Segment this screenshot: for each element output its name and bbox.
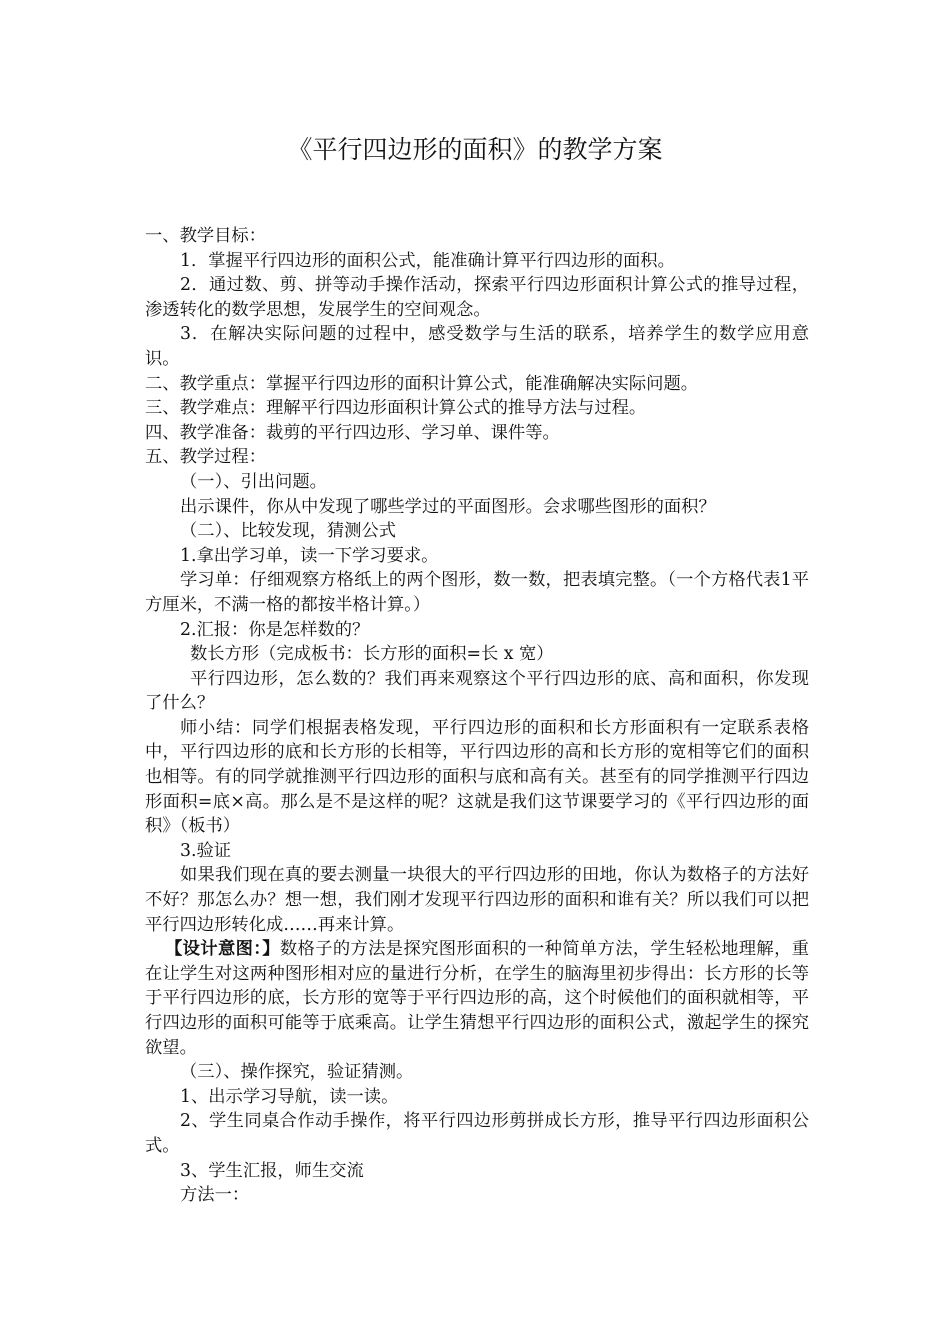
- paragraph: 平行四边形，怎么数的？我们再来观察这个平行四边形的底、高和面积，你发现了什么？: [145, 668, 809, 714]
- paragraph: 3.验证: [180, 840, 232, 861]
- paragraph: 1.拿出学习单，读一下学习要求。: [180, 545, 439, 566]
- paragraph: 3、学生汇报，师生交流: [180, 1160, 364, 1181]
- paragraph: 五、教学过程：: [145, 447, 266, 468]
- paragraph: 出示课件，你从中发现了哪些学过的平面图形。会求哪些图形的面积？: [180, 496, 716, 517]
- paragraph: 学习单：仔细观察方格纸上的两个图形，数一数，把表填完整。（一个方格代表1平方厘米，不满一格的都按半格计算。）: [145, 570, 809, 615]
- paragraph: 方法一：: [180, 1185, 250, 1206]
- paragraph: 一、教学目标：: [145, 226, 266, 246]
- paragraph: 2.汇报：你是怎样数的？: [180, 619, 370, 640]
- paragraph: 2、学生同桌合作动手操作，将平行四边形剪拼成长方形，推导平行四边形面积公式。: [145, 1111, 809, 1156]
- paragraph: （二）、比较发现，猜测公式: [180, 521, 397, 542]
- paragraph: 如果我们现在真的要去测量一块很大的平行四边形的田地，你认为数格子的方法好不好？那怎么办？想一想，我们刚才发现平行四边形的面积和谁有关？所以我们可以把平行四边形转化成……再来计算。: [145, 865, 809, 935]
- paragraph: 1．掌握平行四边形的面积公式，能准确计算平行四边形的面积。: [180, 250, 675, 271]
- paragraph: 数长方形（完成板书：长方形的面积=长 x 宽）: [190, 644, 554, 665]
- paragraph: 三、教学难点：理解平行四边形面积计算公式的推导方法与过程。: [145, 398, 647, 419]
- paragraph: （一）、引出问题。: [180, 471, 327, 492]
- paragraph: 二、教学重点：掌握平行四边形的面积计算公式，能准确解决实际问题。: [145, 373, 699, 394]
- paragraph: 3．在解决实际问题的过程中，感受数学与生活的联系，培养学生的数学应用意识。: [145, 324, 809, 369]
- paragraph: （三）、操作探究，验证猜测。: [180, 1062, 414, 1083]
- paragraph: 四、教学准备：裁剪的平行四边形、学习单、课件等。: [145, 422, 560, 443]
- design-intent-text: 数格子的方法是探究图形面积的一种简单方法，学生轻松地理解，重在让学生对这两种图形相对应的量进行分析，在学生的脑海里初步得出：长方形的长等于平行四边形的底，长方形的宽等于平行四边形的高，这个时候他们的面积就相等，平行四边形的面积可能等于底乘高。让学生猜想平行四边形的面积公式，激起学生的探究欲望。: [145, 939, 809, 1058]
- document-body: [145, 224, 809, 1208]
- design-intent-paragraph: [145, 937, 809, 1060]
- document-title: 《平行四边形的面积》的教学方案: [287, 135, 663, 164]
- paragraph: 1、出示学习导航，读一读。: [180, 1086, 399, 1107]
- paragraph: 师小结：同学们根据表格发现，平行四边形的面积和长方形面积有一定联系表格中，平行四边形的底和长方形的长相等，平行四边形的高和长方形的宽相等它们的面积也相等。有的同学就推测平行四边形的面积与底和高有关。甚至有的同学推测平行四边形面积=底×高。那么是不是这样的呢？这就是我们这节课要学习的《平行四边形的面积》（板书）: [145, 717, 809, 837]
- design-intent-label: 【设计意图：】: [165, 939, 280, 960]
- paragraph: 2．通过数、剪、拼等动手操作活动，探索平行四边形面积计算公式的推导过程，渗透转化的数学思想，发展学生的空间观念。: [145, 275, 809, 320]
